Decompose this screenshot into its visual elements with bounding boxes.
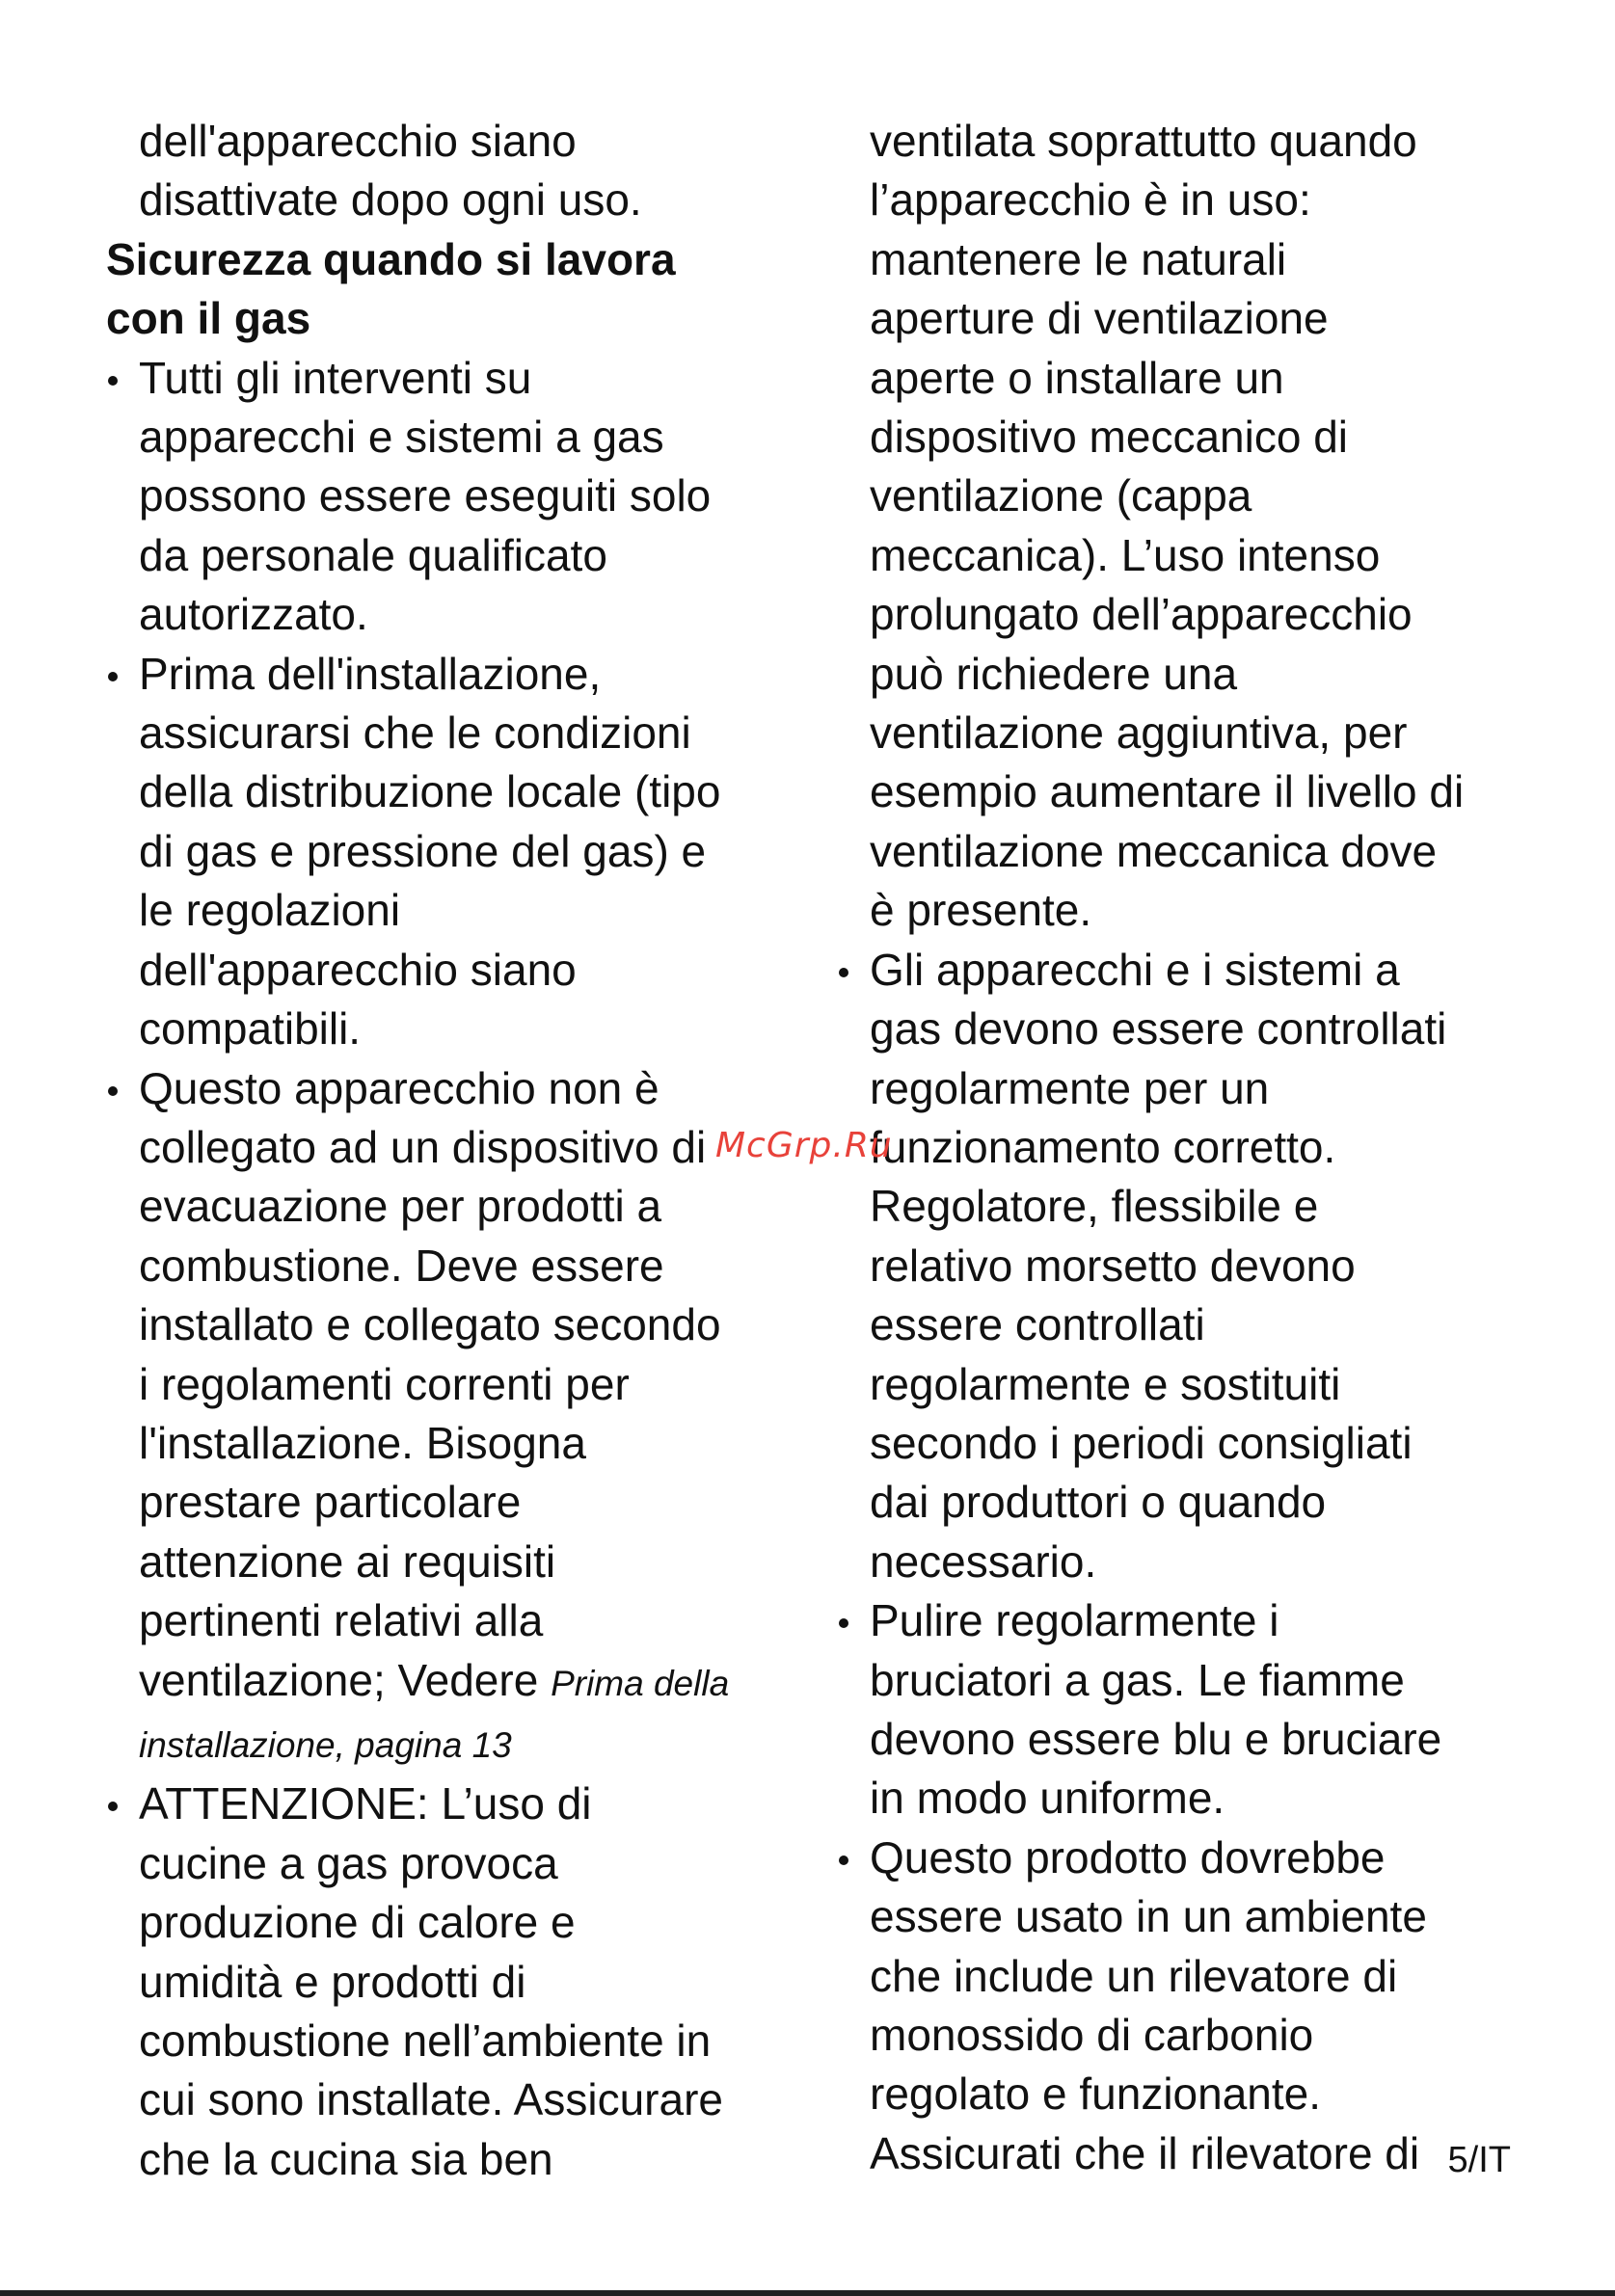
bottom-rule	[0, 2290, 1615, 2296]
left-column	[106, 112, 800, 2189]
list-item: Tutti gli interventi su apparecchi e sistemi a gas possono essere eseguiti solo da personale qualificato autorizzato.	[106, 349, 800, 645]
safety-list	[106, 349, 800, 2190]
list-item: Gli apparecchi e i sistemi a gas devono essere controllati regolarmente per un funzionamento corretto. Regolatore, flessibile e relativo morsetto devono essere controllati regolarmente e sostituiti secondo i periodi consigliati dai produttori o quando necessario.	[837, 941, 1531, 1591]
section-heading: Sicurezza quando si lavora con il gas	[106, 233, 676, 344]
page-reference: installazione, pagina 13	[139, 1724, 512, 1765]
right-column	[837, 112, 1531, 2183]
list-item: ATTENZIONE: L’uso di cucine a gas provoca produzione di calore e umidità e prodotti di combustione nell’ambiente in cui sono installate. Assicurare che la cucina sia ben	[106, 1775, 800, 2189]
page-number: 5/IT	[1447, 2140, 1511, 2180]
list-item: Questo prodotto dovrebbe essere usato in un ambiente che include un rilevatore di monossido di carbonio regolato e funzionante. Assicurati che il rilevatore di	[837, 1829, 1531, 2183]
warning-label: ATTENZIONE:	[139, 1778, 429, 1829]
list-item: Prima dell'installazione, assicurarsi che le condizioni della distribuzione locale (tipo di gas e pressione del gas) e le regolazioni dell'apparecchio siano compatibili.	[106, 645, 800, 1059]
watermark-logo: McGrp.Ru	[715, 1126, 893, 1165]
list-item: Pulire regolarmente i bruciatori a gas. Le fiamme devono essere blu e bruciare in modo uniforme.	[837, 1591, 1531, 1829]
continuation-text: ventilata soprattutto quando l’apparecchio è in uso: mantenere le naturali aperture di ventilazione aperte o installare un dispositivo meccanico di ventilazione (cappa meccanica). L’uso intenso prolungato dell’apparecchio può richiedere una ventilazione aggiuntiva, per esempio aumentare il livello di ventilazione meccanica dove è presente.	[870, 116, 1465, 936]
list-item: Questo apparecchio non è collegato ad un dispositivo di evacuazione per prodotti a combustione. Deve essere installato e collegato secondo i regolamenti correnti per l'installazione. Bisogna prestare particolare attenzione ai requisiti pertinenti relativi alla ventilazione; Vedere Prima della installazione, pagina 13	[106, 1059, 800, 1775]
page-reference: Prima della	[551, 1663, 730, 1703]
safety-list	[837, 941, 1531, 2184]
continuation-text: dell'apparecchio siano disattivate dopo ogni uso.	[139, 116, 642, 226]
